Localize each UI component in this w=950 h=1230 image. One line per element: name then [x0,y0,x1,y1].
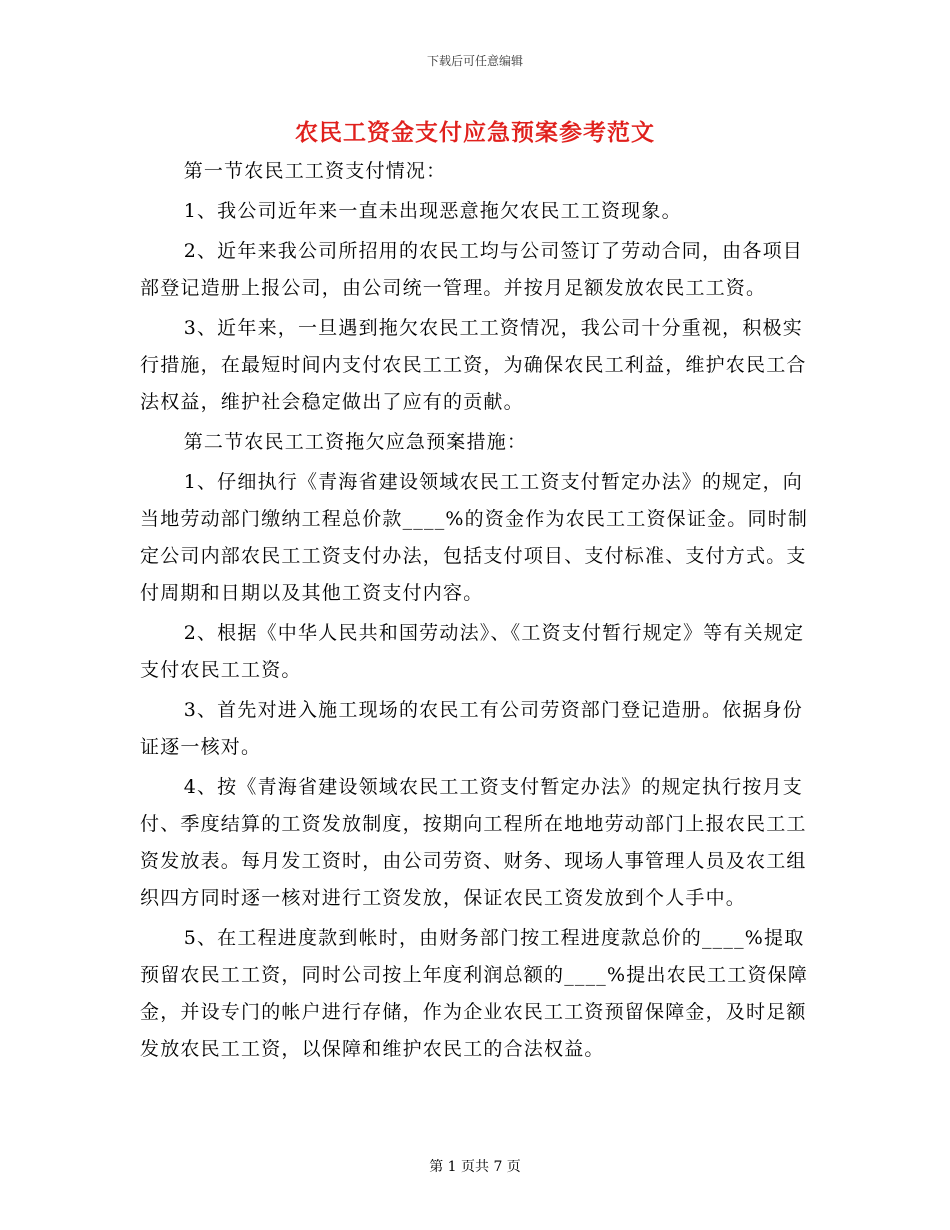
paragraph-1-2: 2、近年来我公司所招用的农民工均与公司签订了劳动合同，由各项目部登记造册上报公司，由公司统一管理。并按月足额发放农民工工资。 [140,240,803,299]
paragraph-2-4: 4、按《青海省建设领域农民工工资支付暂定办法》的规定执行按月支付、季度结算的工资发放制度，按期向工程所在地地劳动部门上报农民工工资发放表。每月发工资时，由公司劳资、财务、现场人事管理人员及农工组织四方同时逐一核对进行工资发放，保证农民工资发放到个人手中。 [140,776,807,909]
page-header-note: 下载后可任意编辑 [426,54,523,68]
document-body [140,153,820,1071]
paragraph-2-1: 1、仔细执行《青海省建设领域农民工工资支付暂定办法》的规定，向当地劳动部门缴纳工程总价款____%的资金作为农民工工资保证金。同时制定公司内部农民工工资支付办法，包括支付项目、支付标准、支付方式。支付周期和日期以及其他工资支付内容。 [140,471,809,604]
page-number: 第 1 页共 7 页 [429,1159,521,1175]
section-heading-2: 第二节农民工工资拖欠应急预案措施： [183,431,528,453]
paragraph-2-2: 2、根据《中华人民共和国劳动法》、《工资支付暂行规定》等有关规定支付农民工工资。 [140,622,805,681]
document-title: 农民工资金支付应急预案参考范文 [295,119,655,146]
paragraph-2-3: 3、首先对进入施工现场的农民工有公司劳资部门登记造册。依据身份证逐一核对。 [140,699,803,758]
section-heading-1: 第一节农民工工资支付情况： [183,160,447,182]
paragraph-1-1: 1、我公司近年来一直未出现恶意拖欠农民工工资现象。 [183,200,682,222]
paragraph-2-5: 5、在工程进度款到帐时，由财务部门按工程进度款总价的____%提取预留农民工工资，同时公司按上年度利润总额的____%提出农民工工资保障金，并设专门的帐户进行存储，作为企业农民工工资预留保障金，及时足额发放农民工工资，以保障和维护农民工的合法权益。 [140,927,809,1060]
paragraph-1-3: 3、近年来，一旦遇到拖欠农民工工资情况，我公司十分重视，积极实行措施，在最短时间内支付农民工工资，为确保农民工利益，维护农民工合法权益，维护社会稳定做出了应有的贡献。 [140,317,807,413]
